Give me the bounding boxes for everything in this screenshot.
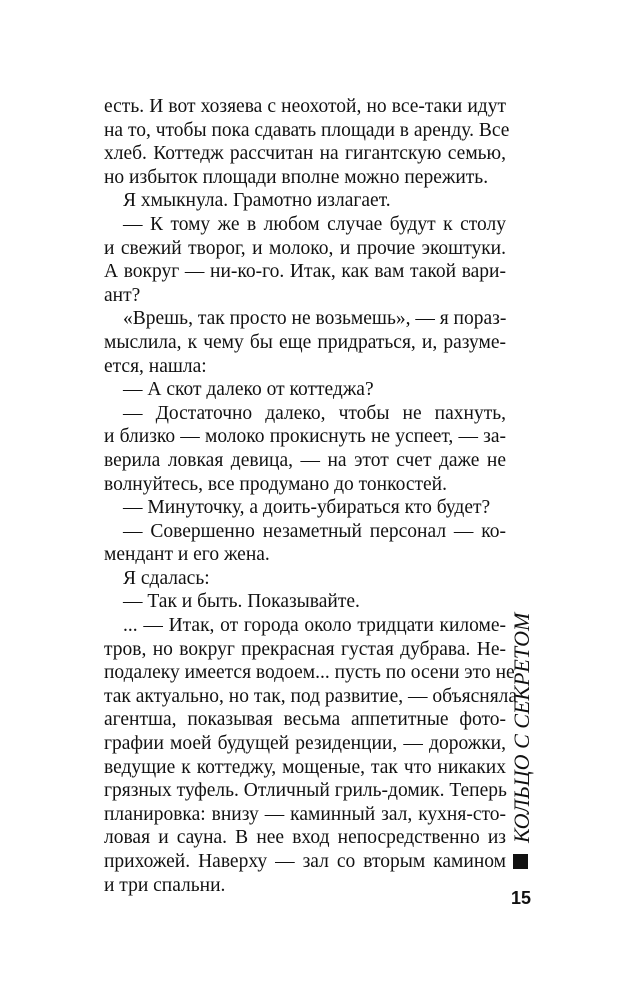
text-line: графии моей будущей резиденции, — дорожки, bbox=[104, 733, 506, 755]
text-line: ведущие к коттеджу, мощеные, так что никаких bbox=[104, 756, 506, 778]
text-line: планировка: внизу — каминный зал, кухня-сто- bbox=[104, 803, 506, 825]
text-line: и близко — молоко прокиснуть не успеет, — за- bbox=[104, 426, 506, 448]
text-line: подалеку имеется водоем... пусть по осени это не bbox=[104, 662, 515, 684]
text-line: ... — Итак, от города около тридцати киломе- bbox=[123, 615, 506, 637]
text-line: Я хмыкнула. Грамотно излагает. bbox=[123, 190, 391, 212]
page-body-text bbox=[104, 95, 518, 897]
text-line: на то, чтобы пока сдавать площади в аренду. Все bbox=[104, 119, 510, 141]
text-line: хлеб. Коттедж рассчитан на гигантскую семью, bbox=[104, 143, 506, 165]
text-line: прихожей. Наверху — зал со вторым камином bbox=[104, 851, 506, 872]
page-number: 15 bbox=[510, 888, 532, 908]
text-line: грязных туфель. Отличный гриль-домик. Теперь bbox=[104, 780, 507, 802]
text-line: так актуально, но так, под развитие, — объясняла bbox=[104, 685, 518, 707]
text-line: мыслила, к чему бы еще придраться, и, разуме- bbox=[104, 331, 506, 353]
text-line: и свежий творог, и молоко, и прочие экоштуки. bbox=[104, 237, 506, 259]
text-line: — Совершенно незаметный персонал — ко- bbox=[123, 520, 506, 542]
text-line: А вокруг — ни-ко-го. Итак, как вам такой вари- bbox=[104, 261, 506, 283]
text-line: ловая и сауна. В нее вход непосредственно из bbox=[104, 827, 506, 849]
text-line: Я сдалась: bbox=[123, 567, 210, 589]
text-line: «Врешь, так просто не возьмешь», — я пораз- bbox=[123, 308, 507, 330]
text-line: — К тому же в любом случае будут к столу bbox=[123, 213, 506, 235]
text-line: агентша, показывая весьма аппетитные фото- bbox=[104, 709, 506, 731]
text-line: мендант и его жена. bbox=[104, 544, 270, 566]
running-title: КОЛЬЦО С СЕКРЕТОМ bbox=[509, 612, 534, 843]
text-line: есть. И вот хозяева с неохотой, но все-таки идут bbox=[104, 96, 506, 117]
text-line: — Минуточку, а доить-убираться кто будет? bbox=[123, 497, 491, 519]
text-line: — Достаточно далеко, чтобы не пахнуть, bbox=[123, 402, 506, 424]
text-line: — Так и быть. Показывайте. bbox=[123, 591, 360, 613]
text-line: ант? bbox=[104, 284, 141, 306]
text-line: тров, но вокруг прекрасная густая дубрава. Не- bbox=[104, 638, 506, 660]
text-line: и три спальни. bbox=[104, 874, 226, 896]
text-line: ется, нашла: bbox=[104, 355, 207, 377]
text-line: но избыток площади вполне можно пережить. bbox=[104, 166, 489, 188]
section-marker-square bbox=[513, 854, 528, 869]
text-line: верила ловкая девица, — на этот счет даже не bbox=[104, 449, 506, 471]
text-line: — А скот далеко от коттеджа? bbox=[123, 379, 374, 401]
text-line: волнуйтесь, все продумано до тонкостей. bbox=[104, 473, 447, 495]
